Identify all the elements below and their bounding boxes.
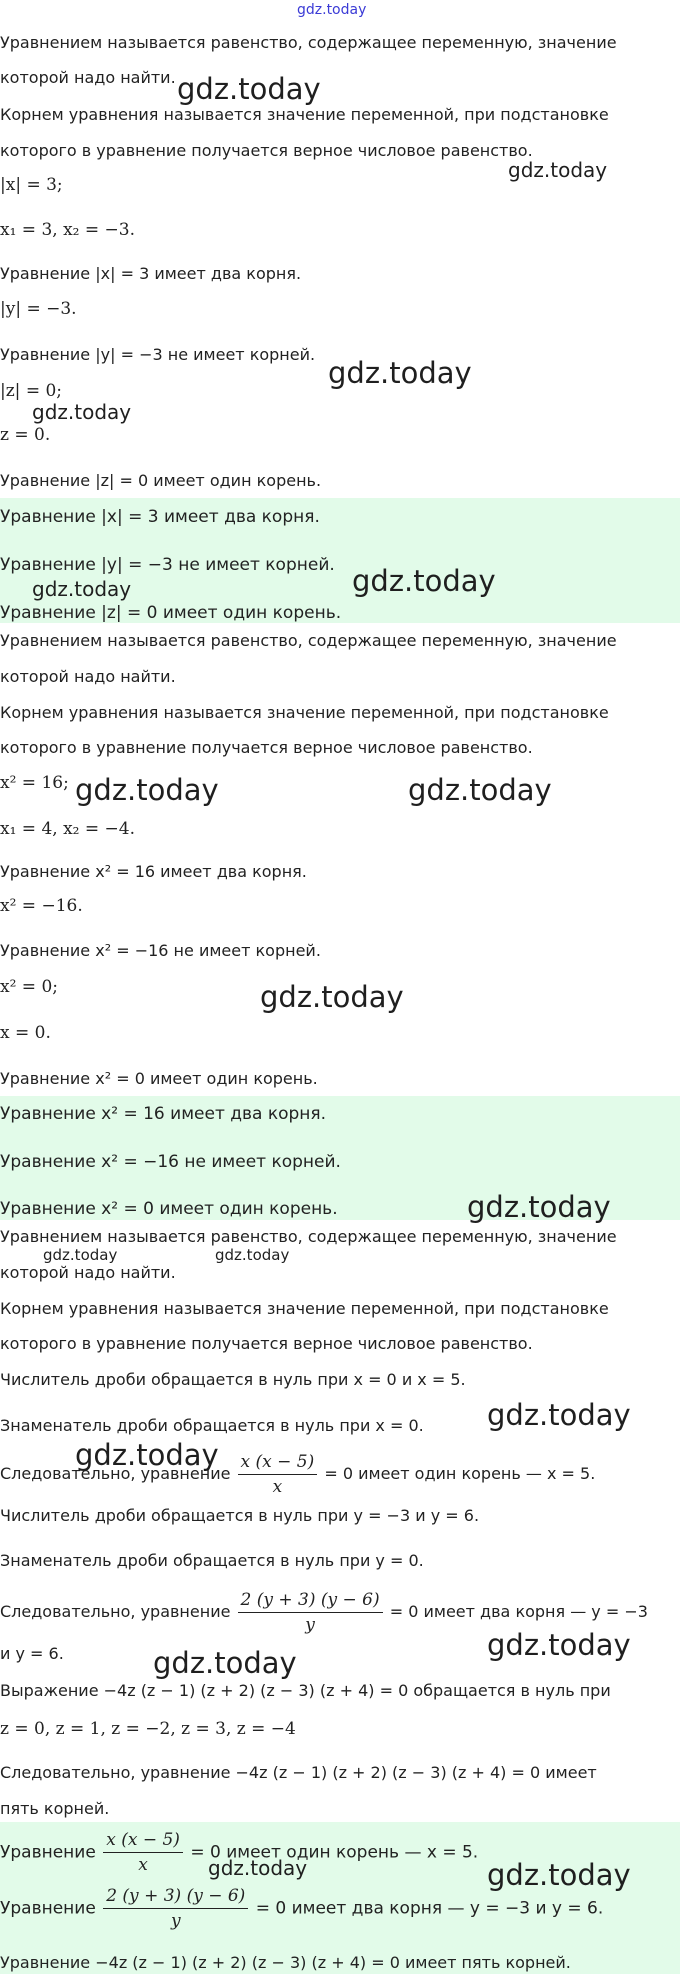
watermark: gdz.today [215, 1246, 290, 1264]
math-line: x = 0. [0, 1023, 51, 1043]
watermark: gdz.today [153, 1646, 297, 1680]
math-line: x² = 0; [0, 977, 58, 997]
solution-line: Числитель дроби обращается в нуль при y = −3 и y = 6. [0, 1506, 480, 1525]
watermark: gdz.today [75, 1438, 219, 1472]
watermark: gdz.today [328, 356, 472, 390]
statement-line: Уравнение |z| = 0 имеет один корень. [0, 471, 322, 490]
statement-line: Уравнение x² = 16 имеет два корня. [0, 862, 307, 881]
solution-line: Знаменатель дроби обращается в нуль при y = 0. [0, 1551, 424, 1570]
math-line: x₁ = 3, x₂ = −3. [0, 220, 135, 240]
root-definition-line2: которого в уравнение получается верное числовое равенство. [0, 1334, 533, 1353]
answer-line: Уравнение |x| = 3 имеет два корня. [0, 507, 320, 527]
math-line: x² = 16; [0, 773, 69, 793]
math-line: x₁ = 4, x₂ = −4. [0, 819, 135, 839]
statement-line: Уравнение x² = 0 имеет один корень. [0, 1069, 318, 1088]
equation-suffix: = 0 имеет один корень — x = 5. [324, 1464, 596, 1483]
root-definition-line1: Корнем уравнения называется значение переменной, при подстановке [0, 105, 609, 124]
solution-line: Выражение −4z (z − 1) (z + 2) (z − 3) (z + 4) = 0 обращается в нуль при [0, 1681, 611, 1700]
statement-line: Уравнение |y| = −3 не имеет корней. [0, 345, 316, 364]
root-definition-line1: Корнем уравнения называется значение переменной, при подстановке [0, 703, 609, 722]
watermark: gdz.today [32, 400, 132, 424]
math-line: x² = −16. [0, 896, 83, 916]
watermark: gdz.today [75, 773, 219, 807]
equation-prefix: Уравнение [0, 1842, 96, 1863]
watermark-top: gdz.today [297, 2, 367, 18]
watermark: gdz.today [487, 1628, 631, 1662]
equation-suffix: = 0 имеет два корня — y = −3 и y = 6. [255, 1898, 604, 1919]
equation-prefix: Следовательно, уравнение [0, 1602, 231, 1621]
watermark: gdz.today [408, 773, 552, 807]
fraction-denominator: x [272, 1477, 283, 1497]
eq-definition-line1: Уравнением называется равенство, содержащее переменную, значение [0, 631, 617, 650]
statement-line: Уравнение |x| = 3 имеет два корня. [0, 264, 302, 283]
answer-line: Уравнение |z| = 0 имеет один корень. [0, 603, 342, 623]
fraction [238, 1588, 383, 1637]
fraction-numerator: x (x − 5) [103, 1828, 183, 1853]
math-line: z = 0, z = 1, z = −2, z = 3, z = −4 [0, 1719, 296, 1739]
math-line: |y| = −3. [0, 299, 77, 319]
answer-line: Уравнение x² = −16 не имеет корней. [0, 1152, 341, 1172]
watermark: gdz.today [43, 1246, 118, 1264]
solution-line: Следовательно, уравнение −4z (z − 1) (z + 2) (z − 3) (z + 4) = 0 имеет [0, 1763, 597, 1782]
watermark: gdz.today [487, 1398, 631, 1432]
answer-line: Уравнение x² = 0 имеет один корень. [0, 1199, 338, 1219]
equation-prefix: Уравнение [0, 1898, 96, 1919]
fraction-denominator: y [170, 1911, 181, 1931]
statement-line: Уравнение x² = −16 не имеет корней. [0, 941, 321, 960]
math-line: z = 0. [0, 425, 51, 445]
equation-suffix: = 0 имеет один корень — x = 5. [190, 1842, 479, 1863]
eq-definition-line2: которой надо найти. [0, 667, 176, 686]
math-line: |z| = 0; [0, 381, 63, 401]
solution-line: Числитель дроби обращается в нуль при x = 0 и x = 5. [0, 1370, 466, 1389]
answer-line: Уравнение x² = 16 имеет два корня. [0, 1104, 327, 1124]
solution-line: и y = 6. [0, 1644, 64, 1663]
watermark: gdz.today [208, 1856, 308, 1880]
watermark: gdz.today [508, 158, 608, 182]
root-definition-line1: Корнем уравнения называется значение переменной, при подстановке [0, 1299, 609, 1318]
equation-suffix: = 0 имеет два корня — y = −3 [389, 1602, 648, 1621]
watermark: gdz.today [177, 72, 321, 106]
math-line: |x| = 3; [0, 175, 63, 195]
fraction-numerator: 2 (y + 3) (y − 6) [238, 1588, 383, 1613]
root-definition-line2: которого в уравнение получается верное числовое равенство. [0, 141, 533, 160]
fraction-numerator: x (x − 5) [238, 1450, 318, 1475]
watermark: gdz.today [467, 1190, 611, 1224]
equation-prefix: Следовательно, уравнение [0, 1464, 231, 1483]
fraction-numerator: 2 (y + 3) (y − 6) [103, 1884, 248, 1909]
solution-line: Знаменатель дроби обращается в нуль при x = 0. [0, 1416, 424, 1435]
answer-line: Уравнение |y| = −3 не имеет корней. [0, 555, 335, 575]
watermark: gdz.today [260, 980, 404, 1014]
solution-line: пять корней. [0, 1799, 110, 1818]
eq-definition-line1: Уравнением называется равенство, содержащее переменную, значение [0, 33, 617, 52]
fraction [103, 1884, 248, 1933]
watermark: gdz.today [487, 1858, 631, 1892]
watermark: gdz.today [352, 564, 496, 598]
watermark: gdz.today [32, 577, 132, 601]
fraction [103, 1828, 183, 1877]
eq-definition-line2: которой надо найти. [0, 1263, 176, 1282]
eq-definition-line2: которой надо найти. [0, 68, 176, 87]
eq-definition-line1: Уравнением называется равенство, содержащее переменную, значение [0, 1227, 617, 1246]
fraction [238, 1450, 318, 1499]
fraction-denominator: y [305, 1615, 315, 1635]
answer-line: Уравнение −4z (z − 1) (z + 2) (z − 3) (z + 4) = 0 имеет пять корней. [0, 1953, 571, 1972]
root-definition-line2: которого в уравнение получается верное числовое равенство. [0, 738, 533, 757]
fraction-denominator: x [138, 1855, 148, 1875]
